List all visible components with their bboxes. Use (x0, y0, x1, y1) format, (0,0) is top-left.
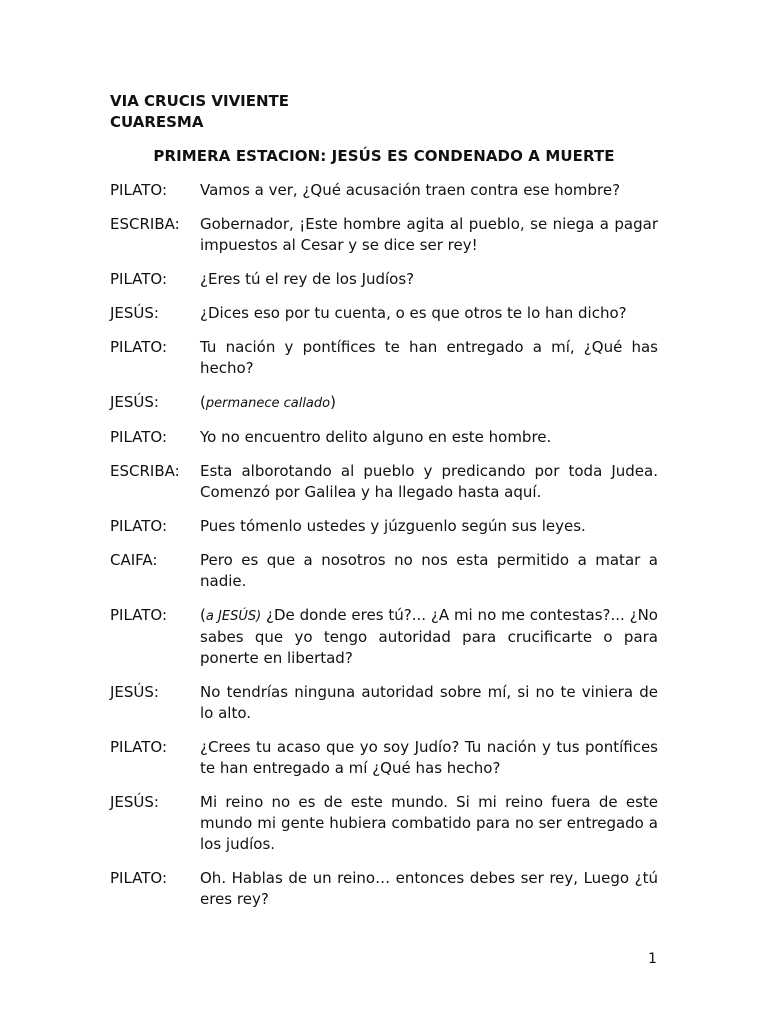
speaker-label: JESÚS: (110, 393, 159, 411)
document-title (110, 91, 658, 133)
dialogue-line (110, 737, 658, 779)
speech-text: ¿Dices eso por tu cuenta, o es que otros te lo han dicho? (200, 304, 627, 322)
speaker-label: PILATO: (110, 428, 168, 446)
speech-text: Esta alborotando al pueblo y predicando por toda Judea. Comenzó por Galilea y ha llegado hasta aquí. (200, 462, 658, 501)
dialogue-line (110, 269, 658, 290)
dialogue-line (110, 461, 658, 503)
speech-text: Vamos a ver, ¿Qué acusación traen contra ese hombre? (200, 181, 621, 199)
paren-close: ) (330, 393, 336, 411)
speaker-label: PILATO: (110, 270, 168, 288)
speaker-label: PILATO: (110, 338, 168, 356)
speaker-label: ESCRIBA: (110, 462, 180, 480)
paren-open: ( (200, 393, 206, 411)
paren-open: ( (200, 606, 206, 624)
dialogue-line (110, 180, 658, 201)
speaker-label: ESCRIBA: (110, 215, 180, 233)
title-line-1: VIA CRUCIS VIVIENTE (110, 92, 290, 110)
speech-text: No tendrías ninguna autoridad sobre mí, si no te viniera de lo alto. (200, 683, 658, 722)
speaker-label: PILATO: (110, 738, 168, 756)
dialogue-line (110, 868, 658, 910)
speech-text: Gobernador, ¡Este hombre agita al pueblo, se niega a pagar impuestos al Cesar y se dice ser rey! (200, 215, 658, 254)
speaker-label: PILATO: (110, 517, 168, 535)
dialogue-line (110, 392, 658, 414)
speech-text: Oh. Hablas de un reino… entonces debes ser rey, Luego ¿tú eres rey? (200, 869, 658, 908)
stage-direction: a JESÚS) (205, 609, 262, 624)
speaker-label: JESÚS: (110, 304, 159, 322)
dialogue-line (110, 337, 658, 379)
speaker-label: PILATO: (110, 869, 168, 887)
title-line-2: CUARESMA (110, 113, 204, 131)
speaker-label: PILATO: (110, 181, 168, 199)
speech-text: ¿Eres tú el rey de los Judíos? (200, 270, 415, 288)
speaker-label: JESÚS: (110, 793, 159, 811)
dialogue-line (110, 682, 658, 724)
dialogue-line (110, 550, 658, 592)
speech-text (200, 392, 658, 414)
dialogue-line (110, 303, 658, 324)
page-number: 1 (648, 951, 657, 967)
dialogue-line (110, 427, 658, 448)
speaker-label: JESÚS: (110, 683, 159, 701)
speech-text: Pues tómenlo ustedes y júzguenlo según sus leyes. (200, 517, 586, 535)
speaker-label: CAIFA: (110, 551, 158, 569)
dialogue-line (110, 214, 658, 256)
dialogue-line (110, 516, 658, 537)
speech-text: Pero es que a nosotros no nos esta permitido a matar a nadie. (200, 551, 658, 590)
speech-text: Mi reino no es de este mundo. Si mi reino fuera de este mundo mi gente hubiera combatido para no ser entregado a los judíos. (200, 793, 658, 853)
stage-direction: permanece callado (205, 396, 331, 411)
dialogue-line (110, 605, 658, 669)
speech-body: ¿De donde eres tú?... ¿A mi no me contestas?... ¿No sabes que yo tengo autoridad para crucificarte o para ponerte en libertad? (200, 606, 658, 667)
dialogue-line (110, 792, 658, 855)
speech-text (200, 605, 658, 669)
dialogue (110, 180, 658, 910)
document-page (110, 91, 658, 923)
station-title: PRIMERA ESTACION: JESÚS ES CONDENADO A MUERTE (153, 147, 615, 165)
speaker-label: PILATO: (110, 606, 168, 624)
speech-text: Tu nación y pontífices te han entregado a mí, ¿Qué has hecho? (200, 338, 658, 377)
speech-text: Yo no encuentro delito alguno en este hombre. (200, 428, 552, 446)
speech-text: ¿Crees tu acaso que yo soy Judío? Tu nación y tus pontífices te han entregado a mí ¿Qué has hecho? (200, 738, 658, 777)
